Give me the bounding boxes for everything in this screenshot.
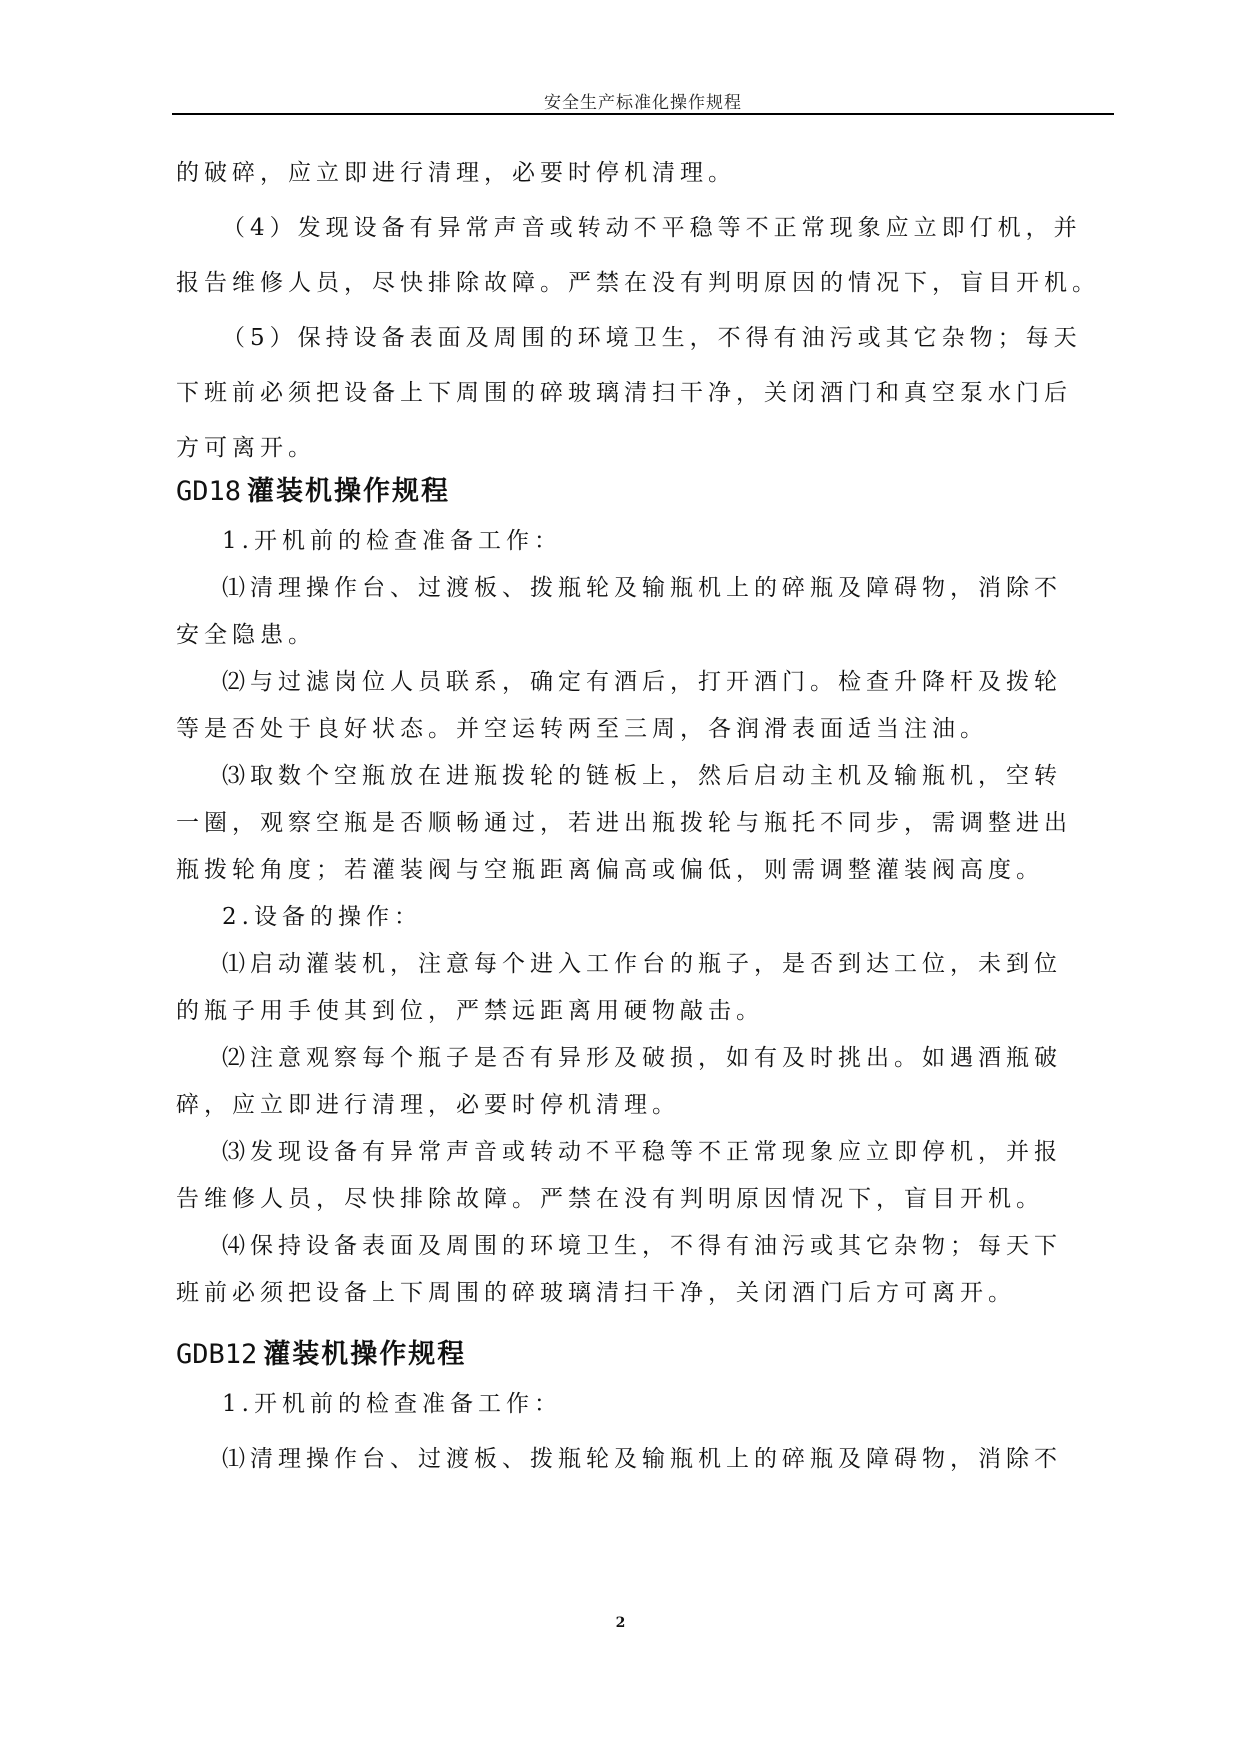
paragraph-line: 告维修人员，尽快排除故障。严禁在没有判明原因情况下，盲目开机。 (176, 1186, 1044, 1212)
paragraph-line: ⑴启动灌装机，注意每个进入工作台的瓶子，是否到达工位，未到位 (222, 951, 1062, 977)
paragraph-line: 安全隐患。 (176, 622, 316, 648)
page-number: 2 (615, 1615, 626, 1631)
paragraph-line: 报告维修人员，尽快排除故障。严禁在没有判明原因的情况下，盲目开机。 (176, 270, 1100, 296)
paragraph-line: 一圈，观察空瓶是否顺畅通过，若进出瓶拨轮与瓶托不同步，需调整进出 (176, 810, 1072, 836)
header-divider (172, 113, 1114, 115)
paragraph-line: 2.设备的操作： (222, 904, 422, 930)
paragraph-line: 班前必须把设备上下周围的碎玻璃清扫干净，关闭酒门后方可离开。 (176, 1280, 1016, 1306)
paragraph-line: 下班前必须把设备上下周围的碎玻璃清扫干净，关闭酒门和真空泵水门后 (176, 380, 1072, 406)
paragraph-line: 1.开机前的检查准备工作： (222, 528, 562, 554)
section-heading-text: 灌装机操作规程 (263, 1339, 467, 1370)
paragraph-line: ⑴清理操作台、过渡板、拨瓶轮及输瓶机上的碎瓶及障碍物，消除不 (222, 1446, 1062, 1472)
paragraph-line: ⑶发现设备有异常声音或转动不平稳等不正常现象应立即停机，并报 (222, 1139, 1062, 1165)
paragraph-line: ⑵注意观察每个瓶子是否有异形及破损，如有及时挑出。如遇酒瓶破 (222, 1045, 1062, 1071)
document-body (176, 156, 1114, 1477)
paragraph-line: 方可离开。 (176, 435, 316, 461)
paragraph-line: 瓶拨轮角度；若灌装阀与空瓶距离偏高或偏低，则需调整灌装阀高度。 (176, 857, 1044, 883)
paragraph-line: 1.开机前的检查准备工作： (222, 1391, 562, 1417)
section-heading-text: 灌装机操作规程 (247, 476, 451, 507)
section-heading (176, 472, 1114, 512)
paragraph-line: （5）保持设备表面及周围的环境卫生，不得有油污或其它杂物；每天 (222, 325, 1082, 351)
paragraph-line: 的瓶子用手使其到位，严禁远距离用硬物敲击。 (176, 998, 764, 1024)
paragraph-line: ⑶取数个空瓶放在进瓶拨轮的链板上，然后启动主机及输瓶机，空转 (222, 763, 1062, 789)
paragraph-line: （4）发现设备有异常声音或转动不平稳等不正常现象应立即仃机，并 (222, 215, 1082, 241)
section-heading-code: GD18 (176, 476, 242, 507)
paragraph-line: ⑴清理操作台、过渡板、拨瓶轮及输瓶机上的碎瓶及障碍物，消除不 (222, 575, 1062, 601)
section-heading-code: GDB12 (176, 1339, 258, 1370)
paragraph-line: 等是否处于良好状态。并空运转两至三周，各润滑表面适当注油。 (176, 716, 988, 742)
paragraph-line: ⑷保持设备表面及周围的环境卫生，不得有油污或其它杂物；每天下 (222, 1233, 1062, 1259)
paragraph-line: 的破碎，应立即进行清理，必要时停机清理。 (176, 160, 736, 186)
page-header-title: 安全生产标准化操作规程 (544, 93, 742, 113)
section-heading (176, 1335, 1114, 1375)
paragraph-line: 碎，应立即进行清理，必要时停机清理。 (176, 1092, 680, 1118)
paragraph-line: ⑵与过滤岗位人员联系，确定有酒后，打开酒门。检查升降杆及拨轮 (222, 669, 1062, 695)
